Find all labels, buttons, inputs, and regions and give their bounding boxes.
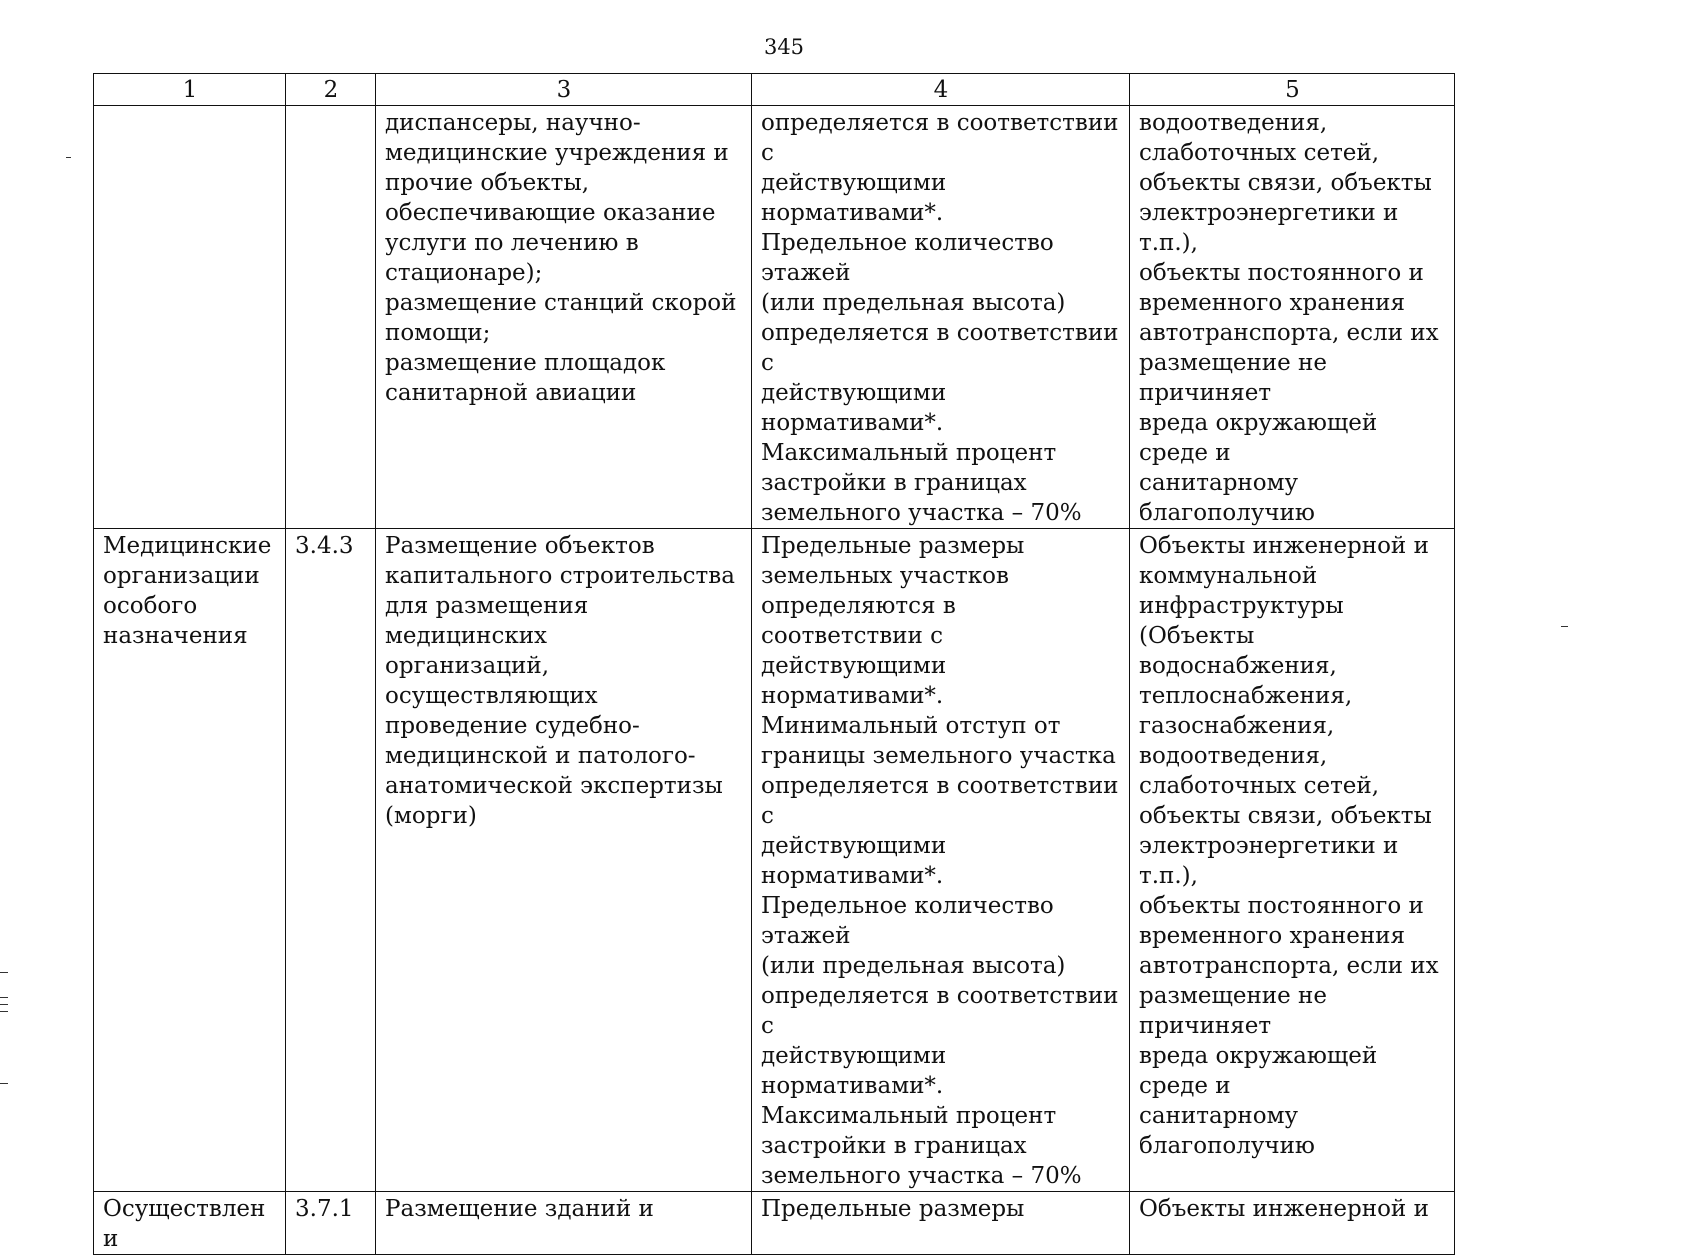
- cell-use-name: Медицинские организации особого назначения: [94, 529, 286, 1192]
- table-row: [94, 106, 1455, 529]
- column-header-1: 1: [94, 74, 286, 106]
- cell-use-name: [94, 106, 286, 529]
- cell-use-code: [286, 106, 376, 529]
- column-header-4: 4: [752, 74, 1130, 106]
- scan-mark: [0, 972, 8, 973]
- page-number: 345: [763, 35, 805, 59]
- scan-mark: [1561, 626, 1568, 627]
- column-header-5: 5: [1130, 74, 1455, 106]
- scan-mark: [0, 1011, 8, 1012]
- cell-parameters: Предельные размеры: [752, 1192, 1130, 1255]
- scan-mark: [66, 157, 71, 158]
- cell-use-name: Осуществлени: [94, 1192, 286, 1255]
- table-row: [94, 529, 1455, 1192]
- table-row: [94, 1192, 1455, 1255]
- header-row: [94, 74, 1455, 106]
- cell-use-description: диспансеры, научно- медицинские учреждения и прочие объекты, обеспечивающие оказание услуги по лечению в стационаре); размещение станций скорой помощи; размещение площадок санитарной авиации: [376, 106, 752, 529]
- cell-use-code: 3.4.3: [286, 529, 376, 1192]
- column-header-3: 3: [376, 74, 752, 106]
- scan-mark: [0, 1083, 8, 1084]
- regulations-table: [93, 73, 1455, 1255]
- cell-auxiliary-uses: водоотведения, слаботочных сетей, объекты связи, объекты электроэнергетики и т.п.), объекты постоянного и временного хранения автотранспорта, если их размещение не причиняет вреда окружающей среде и санитарному благополучию: [1130, 106, 1455, 529]
- cell-use-description: Размещение зданий и: [376, 1192, 752, 1255]
- cell-auxiliary-uses: Объекты инженерной и: [1130, 1192, 1455, 1255]
- cell-parameters: Предельные размеры земельных участков определяются в соответствии с действующими нормативами*. Минимальный отступ от границы земельного участка определяется в соответствии с действующими нормативами*. Предельное количество этажей (или предельная высота) определяется в соответствии с действующими нормативами*. Максимальный процент застройки в границах земельного участка – 70%: [752, 529, 1130, 1192]
- cell-use-code: 3.7.1: [286, 1192, 376, 1255]
- column-header-2: 2: [286, 74, 376, 106]
- scan-mark: [0, 1004, 8, 1005]
- cell-auxiliary-uses: Объекты инженерной и коммунальной инфраструктуры (Объекты водоснабжения, теплоснабжения, газоснабжения, водоотведения, слаботочных сетей, объекты связи, объекты электроэнергетики и т.п.), объекты постоянного и временного хранения автотранспорта, если их размещение не причиняет вреда окружающей среде и санитарному благополучию: [1130, 529, 1455, 1192]
- scan-mark: [0, 997, 8, 998]
- cell-use-description: Размещение объектов капитального строительства для размещения медицинских организаций, осуществляющих проведение судебно- медицинской и патолого- анатомической экспертизы (морги): [376, 529, 752, 1192]
- cell-parameters: определяется в соответствии с действующими нормативами*. Предельное количество этажей (или предельная высота) определяется в соответствии с действующими нормативами*. Максимальный процент застройки в границах земельного участка – 70%: [752, 106, 1130, 529]
